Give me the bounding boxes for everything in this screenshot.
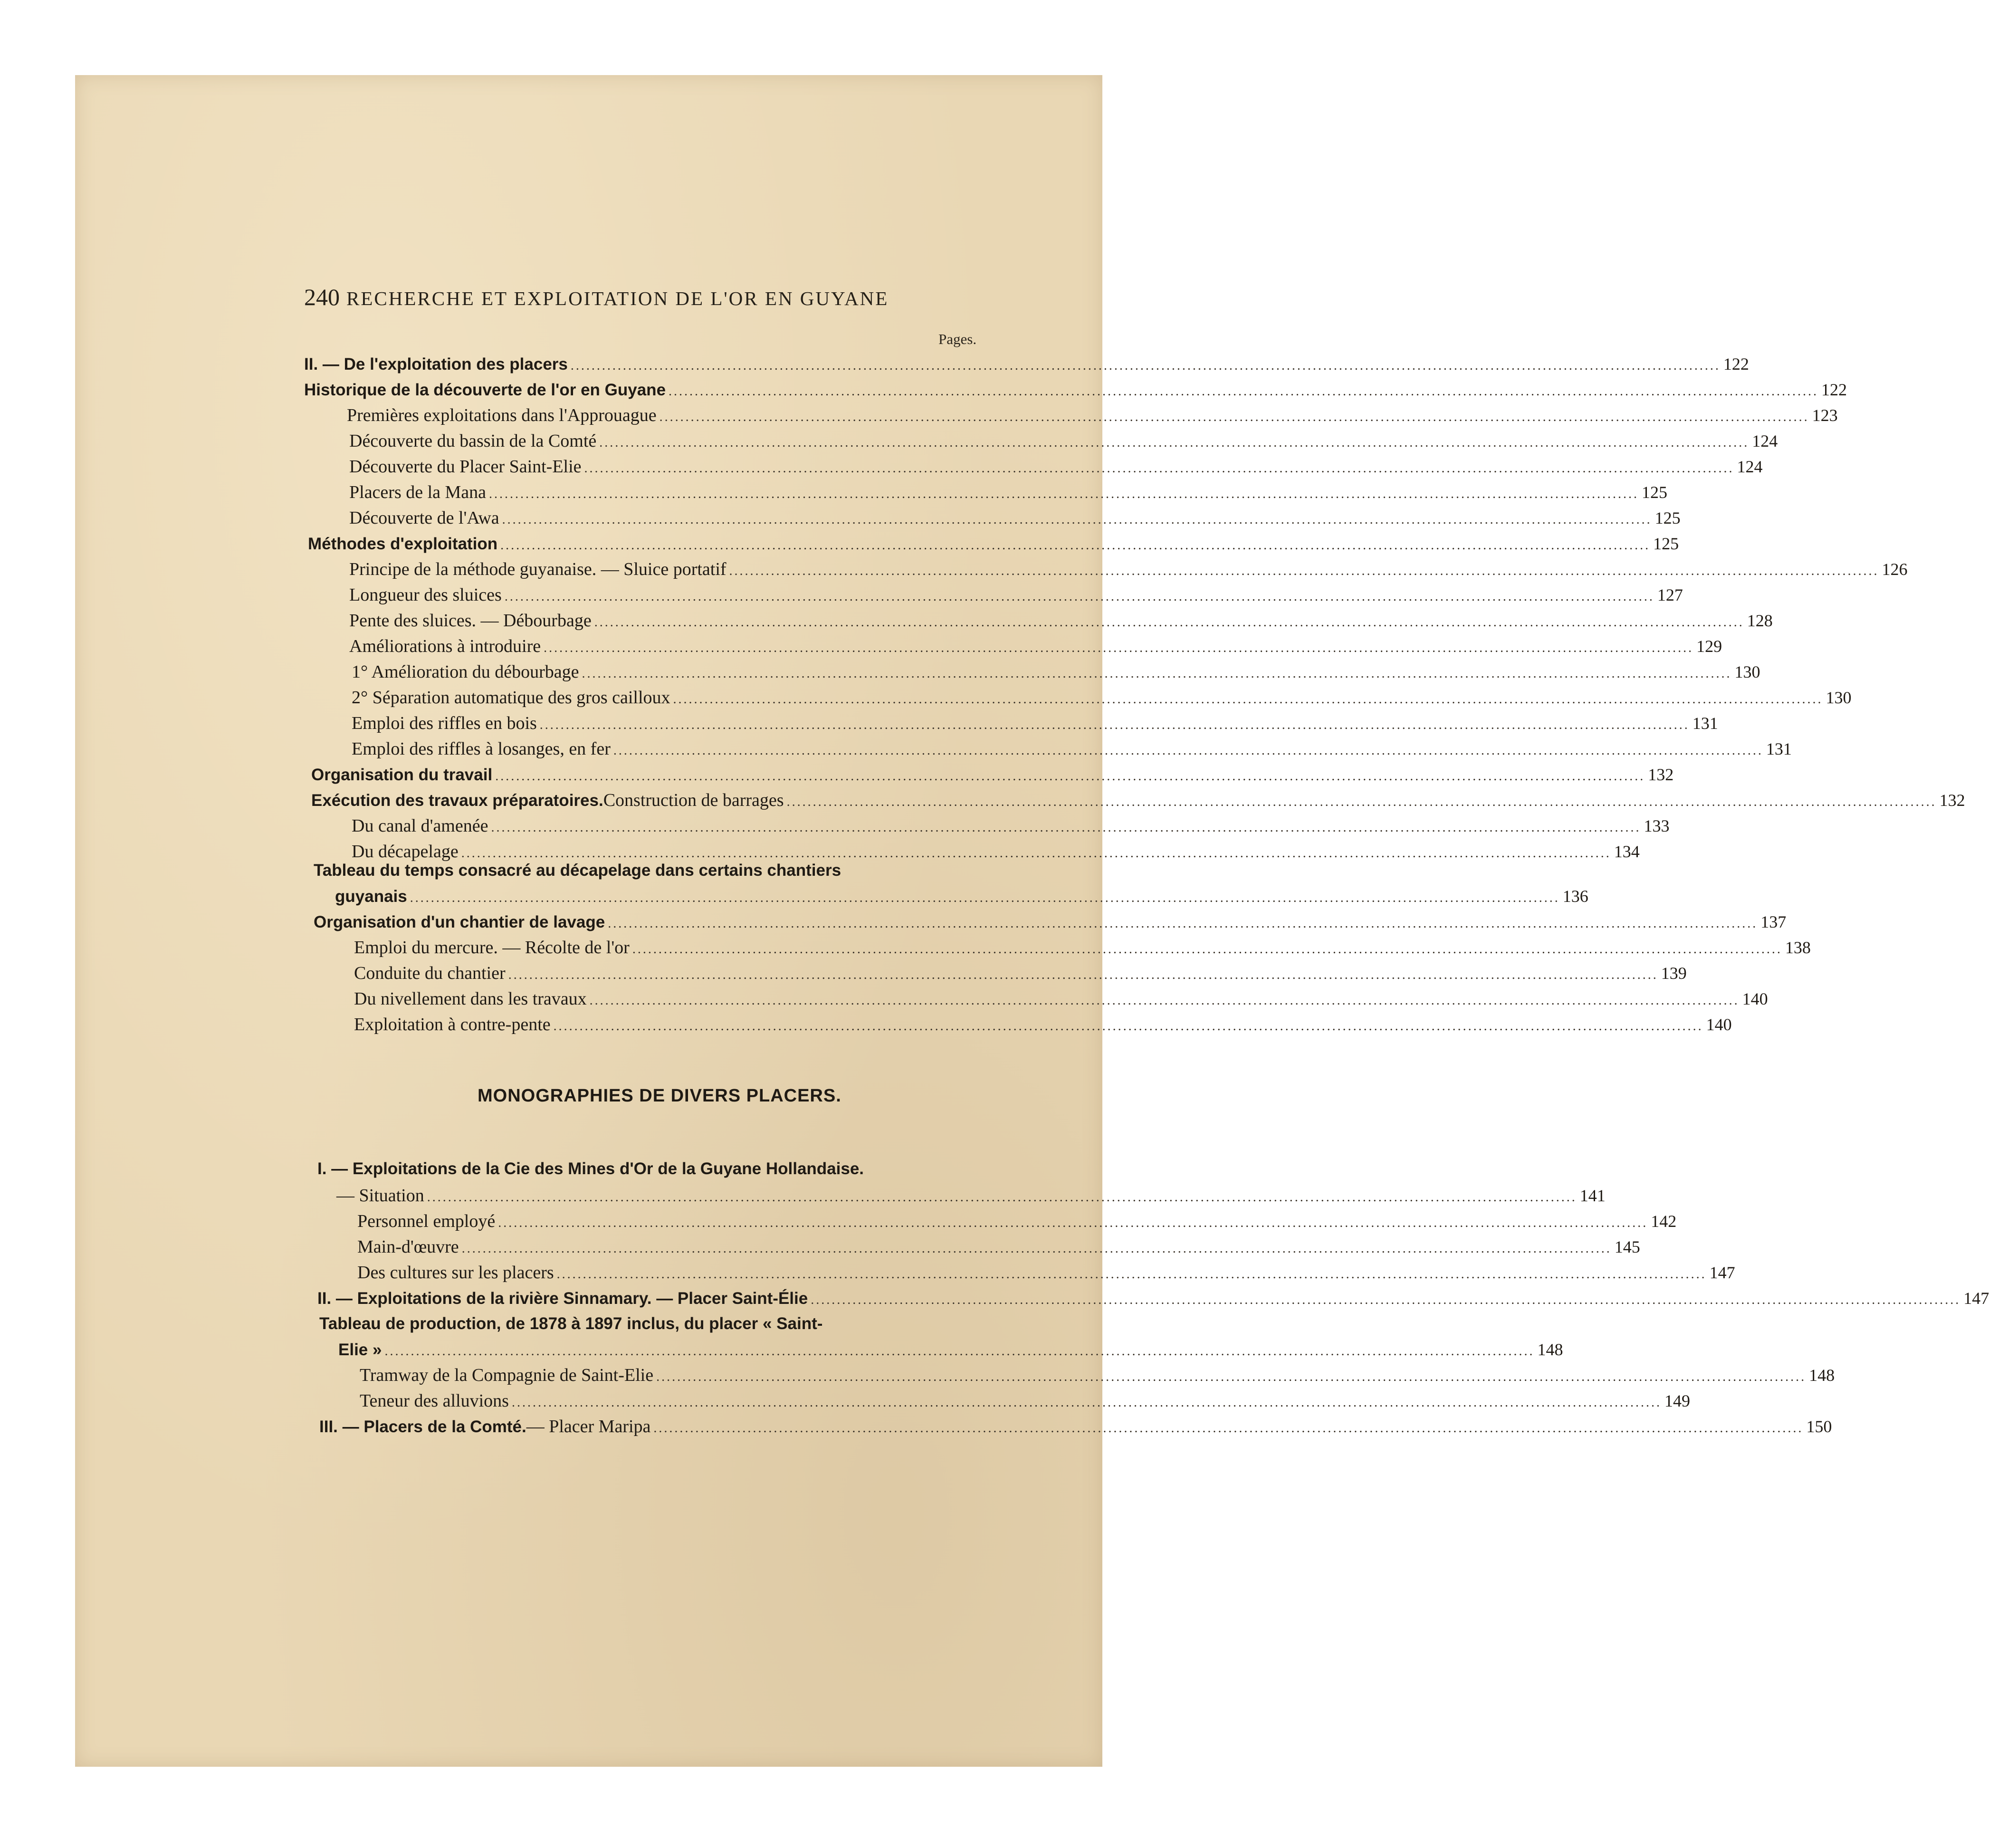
toc-page-number: 124 bbox=[1737, 457, 1763, 476]
toc-page-number: 123 bbox=[1812, 406, 1838, 425]
leader-dots: ............................................................................................................................................................................................................................ bbox=[384, 1344, 1535, 1359]
toc-page-number: 125 bbox=[1642, 483, 1668, 502]
leader-dots: ............................................................................................................................................................................................................................ bbox=[498, 1216, 1648, 1230]
toc-page-number: 140 bbox=[1706, 1015, 1732, 1034]
toc-page-number: 137 bbox=[1760, 912, 1787, 931]
toc-page-number: 126 bbox=[1882, 560, 1908, 579]
toc-page-number: 148 bbox=[1537, 1340, 1563, 1359]
toc-entry-title: Placers de la Mana bbox=[349, 482, 487, 502]
leader-dots: ............................................................................................................................................................................................................................ bbox=[582, 666, 1732, 681]
toc-entry bbox=[349, 636, 1722, 659]
toc-entry-title: Emploi des riffles à losanges, en fer bbox=[352, 739, 611, 759]
leader-dots: ............................................................................................................................................................................................................................ bbox=[673, 692, 1823, 707]
leader-dots: ............................................................................................................................................................................................................................ bbox=[500, 538, 1651, 553]
toc-page-number: 132 bbox=[1939, 791, 1965, 810]
toc-entry bbox=[357, 1236, 1640, 1259]
toc-entry-title: Découverte de l'Awa bbox=[349, 508, 499, 528]
toc-entry bbox=[352, 738, 1792, 761]
toc-entry bbox=[304, 379, 1847, 402]
toc-page-number: 136 bbox=[1562, 887, 1588, 906]
toc-entry bbox=[352, 687, 1852, 710]
toc-page-number: 131 bbox=[1766, 739, 1792, 758]
toc-entry-title: II. — De l'exploitation des placers bbox=[304, 355, 568, 373]
toc-entry-title: Main-d'œuvre bbox=[357, 1237, 459, 1257]
toc-page-number: 125 bbox=[1654, 508, 1681, 527]
toc-page-number: 124 bbox=[1752, 431, 1778, 450]
toc-entry bbox=[349, 456, 1763, 479]
toc-entry bbox=[335, 886, 1588, 909]
toc-entry-title: Emploi des riffles en bois bbox=[352, 713, 537, 733]
toc-entry-title: Améliorations à introduire bbox=[349, 636, 541, 656]
toc-page-number: 145 bbox=[1614, 1237, 1640, 1256]
toc-entry bbox=[360, 1390, 1690, 1413]
toc-page-number: 122 bbox=[1723, 354, 1749, 373]
toc-page-number: 131 bbox=[1692, 714, 1718, 733]
toc-entry-title: Elie » bbox=[338, 1341, 382, 1359]
toc-entry bbox=[360, 1365, 1835, 1388]
toc-entry bbox=[352, 713, 1718, 736]
toc-entry-title: Historique de la découverte de l'or en Guyane bbox=[304, 381, 666, 399]
toc-page-number: 133 bbox=[1644, 816, 1670, 835]
toc-page-number: 141 bbox=[1579, 1186, 1606, 1205]
toc-entry-title: Du canal d'amenée bbox=[352, 816, 488, 836]
toc-entry bbox=[357, 1262, 1735, 1285]
leader-dots: ............................................................................................................................................................................................................................ bbox=[553, 1019, 1703, 1034]
leader-dots: ............................................................................................................................................................................................................................ bbox=[461, 1241, 1612, 1256]
toc-entry bbox=[311, 764, 1674, 787]
toc-entry-title: Longueur des sluices bbox=[349, 585, 502, 605]
toc-page-number: 149 bbox=[1664, 1391, 1690, 1410]
leader-dots: ............................................................................................................................................................................................................................ bbox=[584, 461, 1734, 476]
toc-entry-wrapped-line: Tableau du temps consacré au décapelage dans certains chantiers bbox=[314, 861, 842, 880]
toc-entry-title: Organisation du travail bbox=[311, 766, 493, 784]
toc-entry bbox=[308, 533, 1679, 556]
toc-page-number: 127 bbox=[1657, 585, 1683, 604]
toc-page-number: 130 bbox=[1734, 662, 1760, 681]
leader-dots: ............................................................................................................................................................................................................................ bbox=[489, 487, 1639, 501]
toc-entry bbox=[354, 963, 1687, 986]
leader-dots: ............................................................................................................................................................................................................................ bbox=[632, 942, 1782, 957]
toc-entry-title: 1° Amélioration du débourbage bbox=[352, 662, 579, 682]
toc-entry bbox=[349, 584, 1683, 607]
toc-entry-title: — Placer Maripa bbox=[526, 1417, 651, 1436]
leader-dots: ............................................................................................................................................................................................................................ bbox=[511, 1395, 1662, 1410]
toc-page-number: 140 bbox=[1742, 989, 1768, 1008]
toc-entry-title: Teneur des alluvions bbox=[360, 1391, 509, 1411]
leader-dots: ............................................................................................................................................................................................................................ bbox=[729, 564, 1879, 578]
leader-dots: ............................................................................................................................................................................................................................ bbox=[570, 358, 1721, 373]
toc-entry-title: Organisation d'un chantier de lavage bbox=[314, 913, 605, 931]
toc-entry-title: Pente des sluices. — Débourbage bbox=[349, 611, 592, 631]
leader-dots: ............................................................................................................................................................................................................................ bbox=[410, 890, 1560, 905]
leader-dots: ............................................................................................................................................................................................................................ bbox=[502, 512, 1652, 527]
toc-entry bbox=[349, 482, 1668, 505]
toc-entry bbox=[336, 1185, 1606, 1208]
running-header bbox=[304, 283, 950, 311]
toc-entry bbox=[349, 431, 1778, 453]
toc-page-number: 150 bbox=[1806, 1417, 1832, 1436]
toc-entry-wrapped-line: Tableau de production, de 1878 à 1897 inclus, du placer « Saint- bbox=[319, 1314, 823, 1333]
toc-entry-title: Premières exploitations dans l'Approuague bbox=[347, 405, 657, 425]
toc-page-number: 139 bbox=[1661, 964, 1687, 983]
toc-entry bbox=[349, 610, 1773, 633]
toc-entry bbox=[338, 1339, 1563, 1362]
leader-dots: ............................................................................................................................................................................................................................ bbox=[495, 769, 1645, 784]
leader-dots: ............................................................................................................................................................................................................................ bbox=[613, 743, 1763, 758]
toc-entry-title-bold: Exécution des travaux préparatoires. bbox=[311, 791, 603, 810]
toc-entry-title: Tramway de la Compagnie de Saint-Elie bbox=[360, 1365, 654, 1385]
toc-entry-title: guyanais bbox=[335, 887, 407, 906]
toc-page-number: 132 bbox=[1648, 765, 1674, 784]
toc-entry-title: Emploi du mercure. — Récolte de l'or bbox=[354, 938, 630, 958]
toc-page-number: 142 bbox=[1651, 1212, 1677, 1231]
toc-entry-title: Découverte du Placer Saint-Elie bbox=[349, 457, 582, 477]
page-number: 240 bbox=[304, 284, 340, 310]
toc-entry-title: Du nivellement dans les travaux bbox=[354, 989, 587, 1009]
leader-dots: ............................................................................................................................................................................................................................ bbox=[659, 410, 1809, 424]
toc-entry-title: Des cultures sur les placers bbox=[357, 1263, 554, 1283]
toc-page-number: 134 bbox=[1614, 842, 1640, 861]
toc-entry bbox=[319, 1416, 1832, 1439]
toc-entry-title: Exploitation à contre-pente bbox=[354, 1015, 551, 1034]
toc-entry bbox=[357, 1211, 1677, 1234]
leader-dots: ............................................................................................................................................................................................................................ bbox=[608, 916, 1758, 931]
leader-dots: ............................................................................................................................................................................................................................ bbox=[653, 1421, 1804, 1436]
leader-dots: ............................................................................................................................................................................................................................ bbox=[508, 967, 1658, 982]
toc-entry bbox=[314, 911, 1787, 934]
leader-dots: ............................................................................................................................................................................................................................ bbox=[539, 718, 1690, 732]
toc-entry bbox=[317, 1288, 1989, 1311]
toc-entry-title: — Situation bbox=[336, 1186, 424, 1206]
toc-entry-title: Principe de la méthode guyanaise. — Sluice portatif bbox=[349, 559, 727, 579]
leader-dots: ............................................................................................................................................................................................................................ bbox=[427, 1190, 1577, 1205]
toc-entry-title-bold: II. — Exploitations de la rivière Sinnamary. — Placer Saint-Élie bbox=[317, 1289, 808, 1308]
toc-entry-title: Conduite du chantier bbox=[354, 963, 506, 983]
leader-dots: ............................................................................................................................................................................................................................ bbox=[589, 993, 1740, 1008]
toc-entry bbox=[311, 790, 1965, 813]
leader-dots: ............................................................................................................................................................................................................................ bbox=[556, 1267, 1707, 1282]
leader-dots: ............................................................................................................................................................................................................................ bbox=[491, 820, 1641, 835]
toc-page-number: 147 bbox=[1963, 1289, 1989, 1308]
leader-dots: ............................................................................................................................................................................................................................ bbox=[461, 846, 1611, 861]
toc-page-number: 148 bbox=[1809, 1366, 1835, 1385]
toc-entry bbox=[304, 354, 1749, 376]
leader-dots: ............................................................................................................................................................................................................................ bbox=[594, 615, 1744, 630]
toc-entry bbox=[349, 559, 1908, 582]
toc-page-number: 130 bbox=[1826, 688, 1852, 707]
toc-entry-title-bold: III. — Placers de la Comté. bbox=[319, 1417, 526, 1436]
toc-entry-title: Construction de barrages bbox=[603, 790, 784, 810]
leader-dots: ............................................................................................................................................................................................................................ bbox=[811, 1293, 1961, 1307]
toc-entry bbox=[354, 937, 1811, 960]
toc-page-number: 125 bbox=[1653, 534, 1679, 553]
toc-entry-title: 2° Séparation automatique des gros cailloux bbox=[352, 688, 670, 708]
toc-page-number: 147 bbox=[1709, 1263, 1735, 1282]
leader-dots: ............................................................................................................................................................................................................................ bbox=[504, 589, 1654, 604]
toc-page-number: 122 bbox=[1821, 380, 1847, 399]
toc-entry bbox=[354, 1014, 1732, 1037]
toc-entry-title: Du décapelage bbox=[352, 842, 459, 862]
toc-entry bbox=[347, 405, 1838, 428]
leader-dots: ............................................................................................................................................................................................................................ bbox=[599, 435, 1750, 450]
monograph-heading: I. — Exploitations de la Cie des Mines d'Or de la Guyane Hollandaise. bbox=[317, 1159, 864, 1178]
section-title: MONOGRAPHIES DE DIVERS PLACERS. bbox=[478, 1086, 842, 1106]
toc-page-number: 138 bbox=[1785, 938, 1811, 957]
toc-entry bbox=[352, 661, 1760, 684]
running-title: RECHERCHE ET EXPLOITATION DE L'OR EN GUYANE bbox=[346, 287, 889, 309]
toc-page-number: 129 bbox=[1696, 637, 1722, 656]
leader-dots: ............................................................................................................................................................................................................................ bbox=[544, 641, 1694, 655]
toc-entry bbox=[349, 507, 1681, 530]
leader-dots: ............................................................................................................................................................................................................................ bbox=[786, 795, 1937, 809]
leader-dots: ............................................................................................................................................................................................................................ bbox=[669, 384, 1819, 399]
leader-dots: ............................................................................................................................................................................................................................ bbox=[656, 1369, 1807, 1384]
toc-entry-title: Méthodes d'exploitation bbox=[308, 535, 498, 553]
toc-entry bbox=[354, 988, 1768, 1011]
pages-column-label: Pages. bbox=[938, 331, 977, 347]
toc-entry-title: Personnel employé bbox=[357, 1211, 496, 1231]
toc-entry-title: Découverte du bassin de la Comté bbox=[349, 431, 597, 451]
toc-page-number: 128 bbox=[1747, 611, 1773, 630]
toc-entry bbox=[352, 815, 1670, 838]
